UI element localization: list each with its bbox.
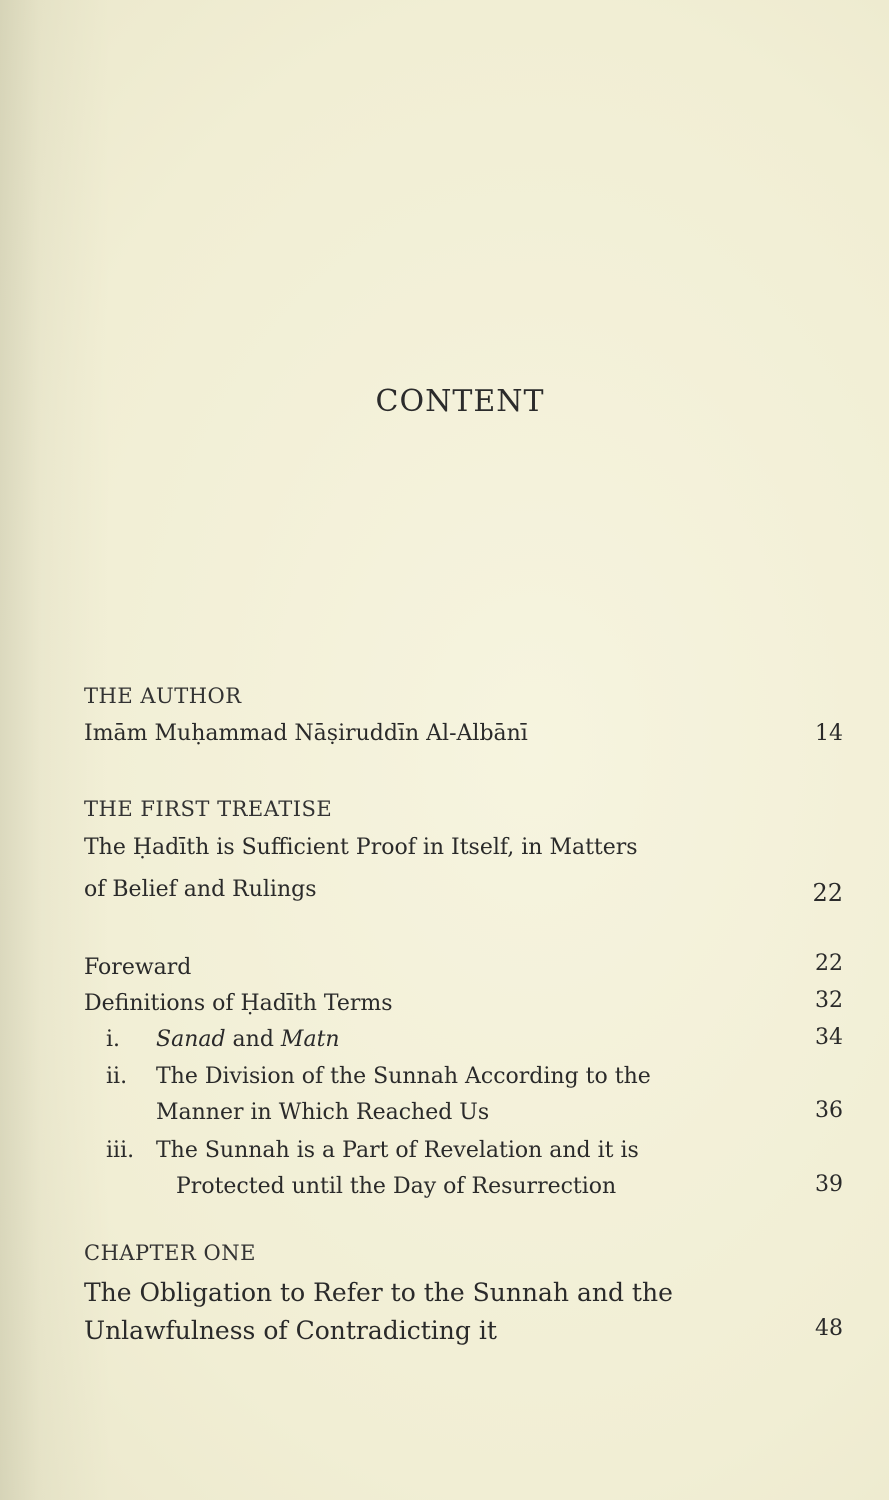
toc-entry-revelation-line1: The Sunnah is a Part of Revelation and it is — [156, 1138, 639, 1163]
list-marker-iii: iii. — [106, 1138, 135, 1163]
page-number-division: 36 — [815, 1098, 843, 1123]
term-matn: Matn — [280, 1027, 340, 1052]
page-number-sanad-matn: 34 — [815, 1025, 843, 1050]
page-number-chapter-one: 48 — [815, 1316, 843, 1341]
toc-heading-first-treatise-line1: The Ḥadīth is Sufficient Proof in Itself, in Matters — [84, 835, 638, 860]
section-label-first-treatise: THE FIRST TREATISE — [84, 797, 333, 821]
toc-entry-foreward: Foreward — [84, 955, 192, 980]
toc-entry-revelation-line2: Protected until the Day of Resurrection — [176, 1174, 617, 1199]
page-number-definitions: 32 — [815, 988, 843, 1013]
conjunction: and — [225, 1027, 281, 1052]
toc-entry-division-line1: The Division of the Sunnah According to the — [156, 1064, 651, 1089]
toc-heading-chapter-one-line2: Unlawfulness of Contradicting it — [84, 1316, 497, 1345]
list-marker-ii: ii. — [106, 1064, 128, 1089]
list-marker-i: i. — [106, 1027, 121, 1052]
toc-heading-chapter-one-line1: The Obligation to Refer to the Sunnah and the — [84, 1278, 673, 1307]
section-label-author: THE AUTHOR — [84, 684, 242, 708]
toc-entry-division-line2: Manner in Which Reached Us — [156, 1100, 490, 1125]
section-label-chapter-one: CHAPTER ONE — [84, 1241, 256, 1265]
toc-entry-sanad-matn — [156, 1022, 340, 1058]
page-number-author: 14 — [815, 721, 843, 746]
toc-heading-first-treatise-line2: of Belief and Rulings — [84, 877, 317, 902]
toc-entry-author: Imām Muḥammad Nāṣiruddīn Al-Albānī — [84, 721, 528, 746]
toc-entry-definitions: Definitions of Ḥadīth Terms — [84, 991, 393, 1016]
page-number-revelation: 39 — [815, 1172, 843, 1197]
page-title: CONTENT — [375, 384, 545, 419]
page-number-first-treatise: 22 — [812, 879, 843, 907]
page-number-foreward: 22 — [815, 951, 843, 976]
term-sanad: Sanad — [156, 1027, 226, 1052]
